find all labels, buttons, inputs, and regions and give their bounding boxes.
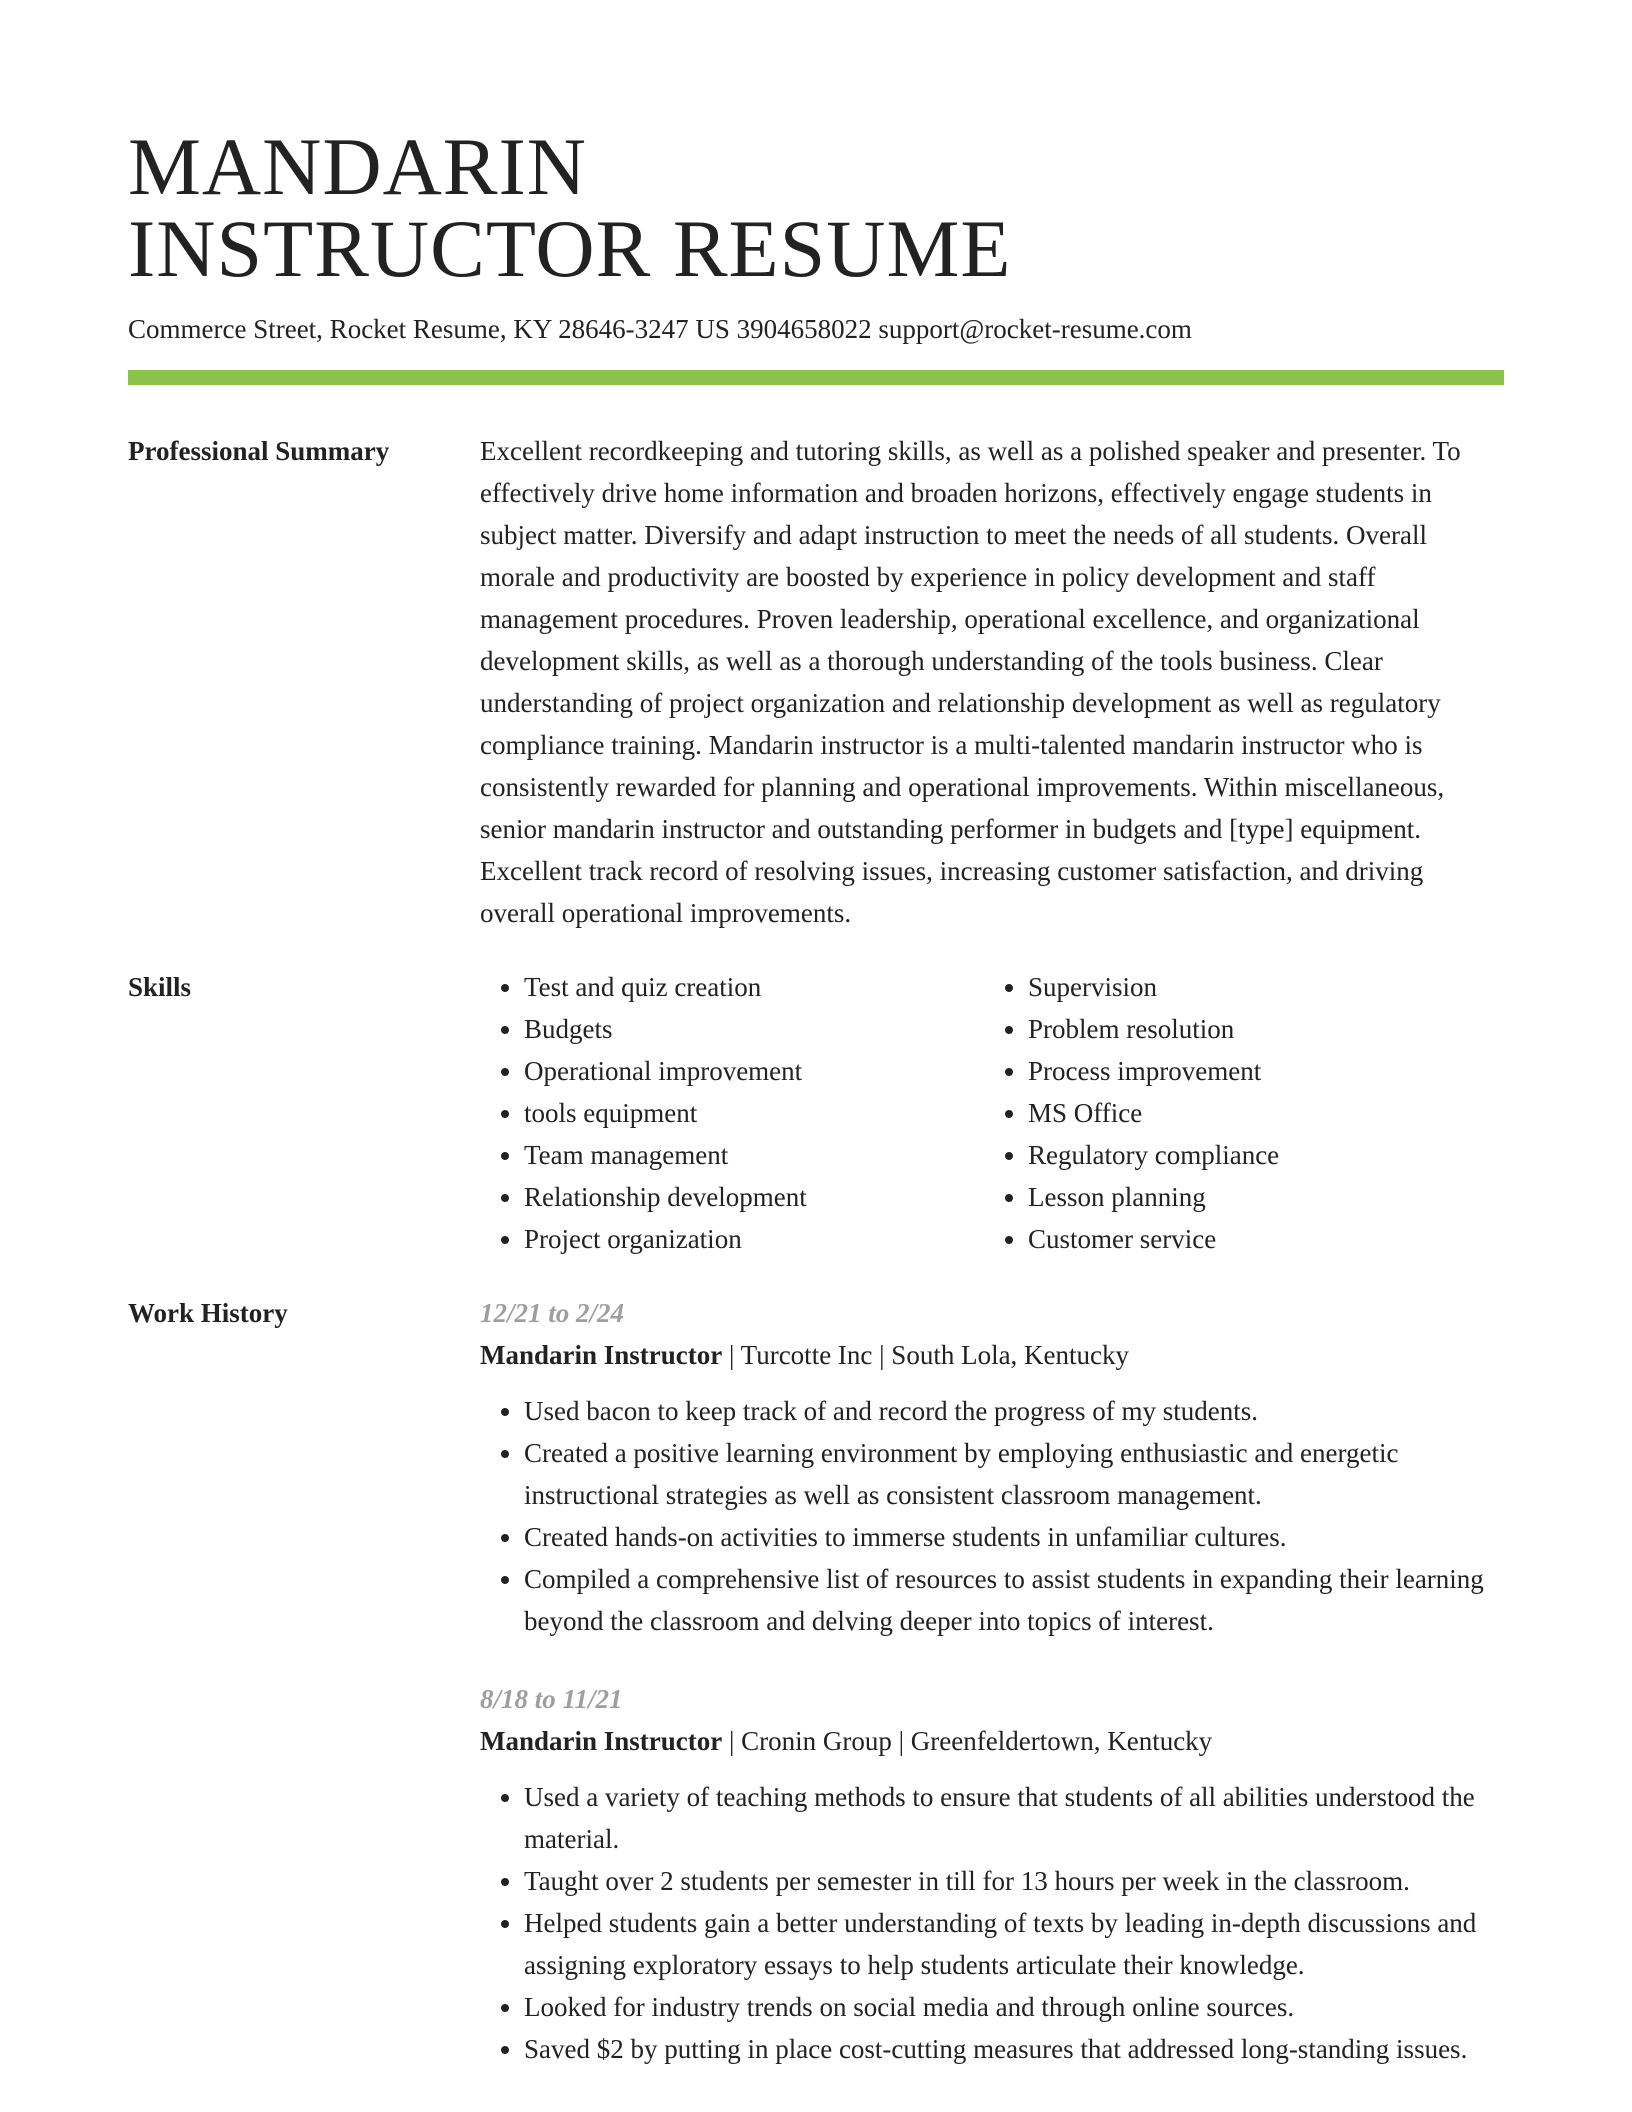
summary-body	[480, 430, 1504, 934]
section-label-work-history: Work History	[128, 1298, 288, 1328]
job-dates: 8/18 to 11/21	[480, 1684, 623, 1714]
job-bullets	[480, 1390, 1504, 1642]
job-company-location: | Turcotte Inc | South Lola, Kentucky	[722, 1340, 1130, 1370]
skill-item: • Supervision	[1028, 966, 1488, 1008]
skills-columns	[480, 966, 1504, 1260]
job-entry	[480, 1678, 1504, 2070]
skills-column-1	[480, 966, 984, 1260]
job-bullet: • Saved $2 by putting in place cost-cutting measures that addressed long-standing issues.	[524, 2028, 1504, 2070]
job-bullet: • Looked for industry trends on social media and through online sources.	[524, 1986, 1504, 2028]
resume-title	[128, 121, 1504, 294]
skill-item: • Operational improvement	[524, 1050, 984, 1092]
job-bullet: • Compiled a comprehensive list of resources to assist students in expanding their learning beyond the classroom and delving deeper into topics of interest.	[524, 1558, 1504, 1642]
resume-header	[128, 121, 1504, 346]
job-dates: 12/21 to 2/24	[480, 1298, 625, 1328]
job-title-line	[480, 1334, 1504, 1376]
section-label-summary: Professional Summary	[128, 436, 390, 466]
work-history-body	[480, 1292, 1504, 2106]
job-title-line	[480, 1720, 1504, 1762]
skills-body	[480, 966, 1504, 1260]
job-title: Mandarin Instructor	[480, 1726, 723, 1756]
skill-item: • Customer service	[1028, 1218, 1488, 1260]
job-bullet: • Helped students gain a better understanding of texts by leading in-depth discussions and assigning exploratory essays to help students articulate their knowledge.	[524, 1902, 1504, 1986]
skill-item: • Team management	[524, 1134, 984, 1176]
skill-item: • Budgets	[524, 1008, 984, 1050]
section-label-skills: Skills	[128, 972, 192, 1002]
job-bullet: • Taught over 2 students per semester in till for 13 hours per week in the classroom.	[524, 1860, 1504, 1902]
title-line-1: MANDARIN	[128, 121, 587, 212]
skill-item: • Relationship development	[524, 1176, 984, 1218]
job-company-location: | Cronin Group | Greenfeldertown, Kentucky	[722, 1726, 1213, 1756]
job-bullet: • Used a variety of teaching methods to ensure that students of all abilities understood the material.	[524, 1776, 1504, 1860]
accent-divider	[128, 370, 1504, 385]
skill-item: • Lesson planning	[1028, 1176, 1488, 1218]
skill-item: • Process improvement	[1028, 1050, 1488, 1092]
skill-item: • tools equipment	[524, 1092, 984, 1134]
summary-text: Excellent recordkeeping and tutoring skills, as well as a polished speaker and presenter. To effectively drive home information and broaden horizons, effectively engage students in subject matter. Diversify and adapt instruction to meet the needs of all students. Overall morale and productivity are boosted by experience in policy development and staff management procedures. Proven leadership, operational excellence, and organizational development skills, as well as a thorough understanding of the tools business. Clear understanding of project organization and relationship development as well as regulatory compliance training. Mandarin instructor is a multi-talented mandarin instructor who is consistently rewarded for planning and operational improvements. Within miscellaneous, senior mandarin instructor and outstanding performer in budgets and [type] equipment. Excellent track record of resolving issues, increasing customer satisfaction, and driving overall operational improvements.	[480, 436, 1461, 928]
skill-item: • Regulatory compliance	[1028, 1134, 1488, 1176]
skill-item: • Test and quiz creation	[524, 966, 984, 1008]
job-title: Mandarin Instructor	[480, 1340, 723, 1370]
skills-column-2	[984, 966, 1488, 1260]
skill-item: • Project organization	[524, 1218, 984, 1260]
skill-item: • MS Office	[1028, 1092, 1488, 1134]
contact-info: Commerce Street, Rocket Resume, KY 28646-3247 US 3904658022 support@rocket-resume.com	[128, 314, 1192, 344]
title-line-2: INSTRUCTOR RESUME	[128, 203, 1012, 294]
job-bullet: • Used bacon to keep track of and record the progress of my students.	[524, 1390, 1504, 1432]
job-bullet: • Created a positive learning environment by employing enthusiastic and energetic instructional strategies as well as consistent classroom management.	[524, 1432, 1504, 1516]
skill-item: • Problem resolution	[1028, 1008, 1488, 1050]
job-bullet: • Created hands-on activities to immerse students in unfamiliar cultures.	[524, 1516, 1504, 1558]
job-bullets	[480, 1776, 1504, 2070]
job-entry	[480, 1292, 1504, 1642]
